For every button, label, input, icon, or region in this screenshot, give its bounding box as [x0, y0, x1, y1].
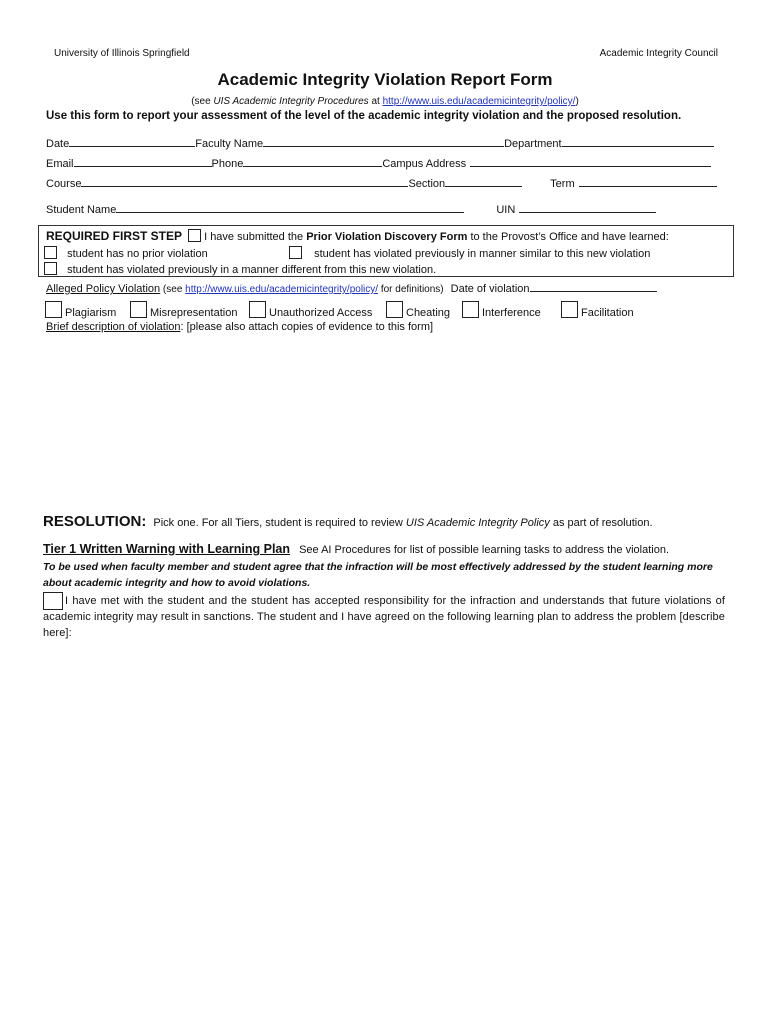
campus-address-label: Campus Address — [382, 158, 467, 170]
department-field[interactable] — [562, 136, 714, 147]
opt-similar — [289, 246, 650, 260]
resolution-text-b: as part of resolution. — [549, 517, 653, 529]
faculty-name-field[interactable] — [263, 136, 504, 147]
resolution-text-a: Pick one. For all Tiers, student is required to review — [153, 517, 406, 529]
tier1-heading — [43, 542, 669, 556]
no-prior-checkbox[interactable] — [44, 246, 57, 259]
plagiarism-checkbox[interactable] — [45, 301, 62, 318]
department-label: Department — [504, 138, 562, 150]
alleged-label: Alleged Policy Violation — [46, 283, 161, 295]
no-prior-label: student has no prior violation — [67, 248, 208, 260]
different-label: student has violated previously in a manner different from this new violation. — [67, 264, 437, 276]
violation-interference[interactable] — [462, 301, 541, 319]
misrepresentation-label: Misrepresentation — [150, 307, 238, 319]
similar-label: student has violated previously in manner similar to this new violation — [314, 248, 651, 260]
brief-description-area[interactable] — [46, 340, 726, 505]
form-subtitle — [0, 96, 770, 107]
interference-checkbox[interactable] — [462, 301, 479, 318]
alleged-defs: for definitions) — [378, 284, 444, 295]
alleged-see: (see — [160, 284, 186, 295]
section-field[interactable] — [445, 176, 522, 187]
brief-label: Brief description of violation — [46, 321, 181, 333]
first-step-checkbox[interactable] — [188, 229, 201, 242]
phone-label: Phone — [211, 158, 244, 170]
course-label: Course — [46, 178, 82, 190]
violation-plagiarism[interactable] — [45, 301, 116, 319]
row-course-section-term — [46, 176, 717, 190]
date-field[interactable] — [69, 136, 195, 147]
phone-field[interactable] — [243, 156, 382, 167]
term-label: Term — [550, 178, 575, 190]
term-field[interactable] — [579, 176, 717, 187]
different-checkbox[interactable] — [44, 262, 57, 275]
alleged-violation-row — [46, 281, 657, 295]
email-label: Email — [46, 158, 74, 170]
first-step-text-b: to the Provost’s Office and have learned: — [467, 231, 669, 243]
first-step-line — [46, 229, 669, 243]
subtitle-mid: at — [368, 96, 383, 107]
tier1-usage: To be used when faculty member and student agree that the infraction will be most effectively addressed by the student learning more about academic integrity and how to avoid violations. — [43, 561, 713, 589]
student-name-field[interactable] — [116, 202, 464, 213]
form-title: Academic Integrity Violation Report Form — [217, 70, 553, 89]
interference-label: Interference — [482, 307, 541, 319]
resolution-label: RESOLUTION: — [43, 513, 147, 530]
unauthorized-access-label: Unauthorized Access — [269, 307, 373, 319]
row-student-uin — [46, 202, 656, 216]
form-instruction: Use this form to report your assessment of the level of the academic integrity violation and the proposed resolution. — [46, 110, 682, 122]
uin-field[interactable] — [519, 202, 656, 213]
first-step-label: REQUIRED FIRST STEP — [46, 229, 183, 243]
cheating-label: Cheating — [406, 307, 451, 319]
opt-no-prior — [44, 246, 208, 260]
similar-checkbox[interactable] — [289, 246, 302, 259]
resolution-policy: UIS Academic Integrity Policy — [405, 517, 550, 529]
facilitation-label: Facilitation — [581, 307, 634, 319]
first-step-text-a: I have submitted the — [204, 231, 307, 243]
subtitle-prefix: (see — [191, 96, 214, 107]
row-email-phone-address — [46, 156, 711, 170]
policy-definitions-link[interactable]: http://www.uis.edu/academicintegrity/policy/ — [185, 284, 379, 295]
tier1-statement: I have met with the student and the student has accepted responsibility for the infraction and understands that future violations of academic integrity may result in sanctions. The student and I have agreed on the following learning plan to address the problem [describe here]: — [43, 595, 725, 639]
violation-misrepresentation[interactable] — [130, 301, 237, 319]
violation-date-field[interactable] — [530, 281, 657, 292]
date-label: Date — [46, 138, 70, 150]
plagiarism-label: Plagiarism — [65, 307, 117, 319]
cheating-checkbox[interactable] — [386, 301, 403, 318]
learning-plan-area[interactable] — [46, 645, 726, 985]
facilitation-checkbox[interactable] — [561, 301, 578, 318]
row-date-faculty-dept — [46, 136, 714, 150]
violation-unauthorized-access[interactable] — [249, 301, 372, 319]
email-field[interactable] — [74, 156, 212, 167]
uin-label: UIN — [496, 204, 516, 216]
section-label: Section — [408, 178, 446, 190]
procedures-link[interactable]: http://www.uis.edu/academicintegrity/policy/ — [382, 96, 576, 107]
tier1-note: See AI Procedures for list of possible learning tasks to address the violation. — [299, 544, 670, 556]
violation-cheating[interactable] — [386, 301, 450, 319]
subtitle-suffix: ) — [575, 96, 579, 107]
brief-rest: : [please also attach copies of evidence to this form] — [180, 321, 434, 333]
campus-address-field[interactable] — [470, 156, 711, 167]
violation-facilitation[interactable] — [561, 301, 634, 319]
student-name-label: Student Name — [46, 204, 117, 216]
brief-description — [46, 321, 433, 333]
institution-name: University of Illinois Springfield — [54, 48, 190, 59]
subtitle-procedures: UIS Academic Integrity Procedures — [213, 96, 369, 107]
course-field[interactable] — [81, 176, 408, 187]
unauthorized-access-checkbox[interactable] — [249, 301, 266, 318]
misrepresentation-checkbox[interactable] — [130, 301, 147, 318]
tier1-title: Tier 1 Written Warning with Learning Plan — [43, 542, 291, 556]
opt-different — [44, 262, 436, 276]
violation-date-label: Date of violation — [450, 283, 530, 295]
resolution-line — [43, 513, 653, 530]
council-name: Academic Integrity Council — [599, 48, 718, 59]
faculty-name-label: Faculty Name — [195, 138, 264, 150]
prior-violation-form-name: Prior Violation Discovery Form — [306, 231, 468, 243]
